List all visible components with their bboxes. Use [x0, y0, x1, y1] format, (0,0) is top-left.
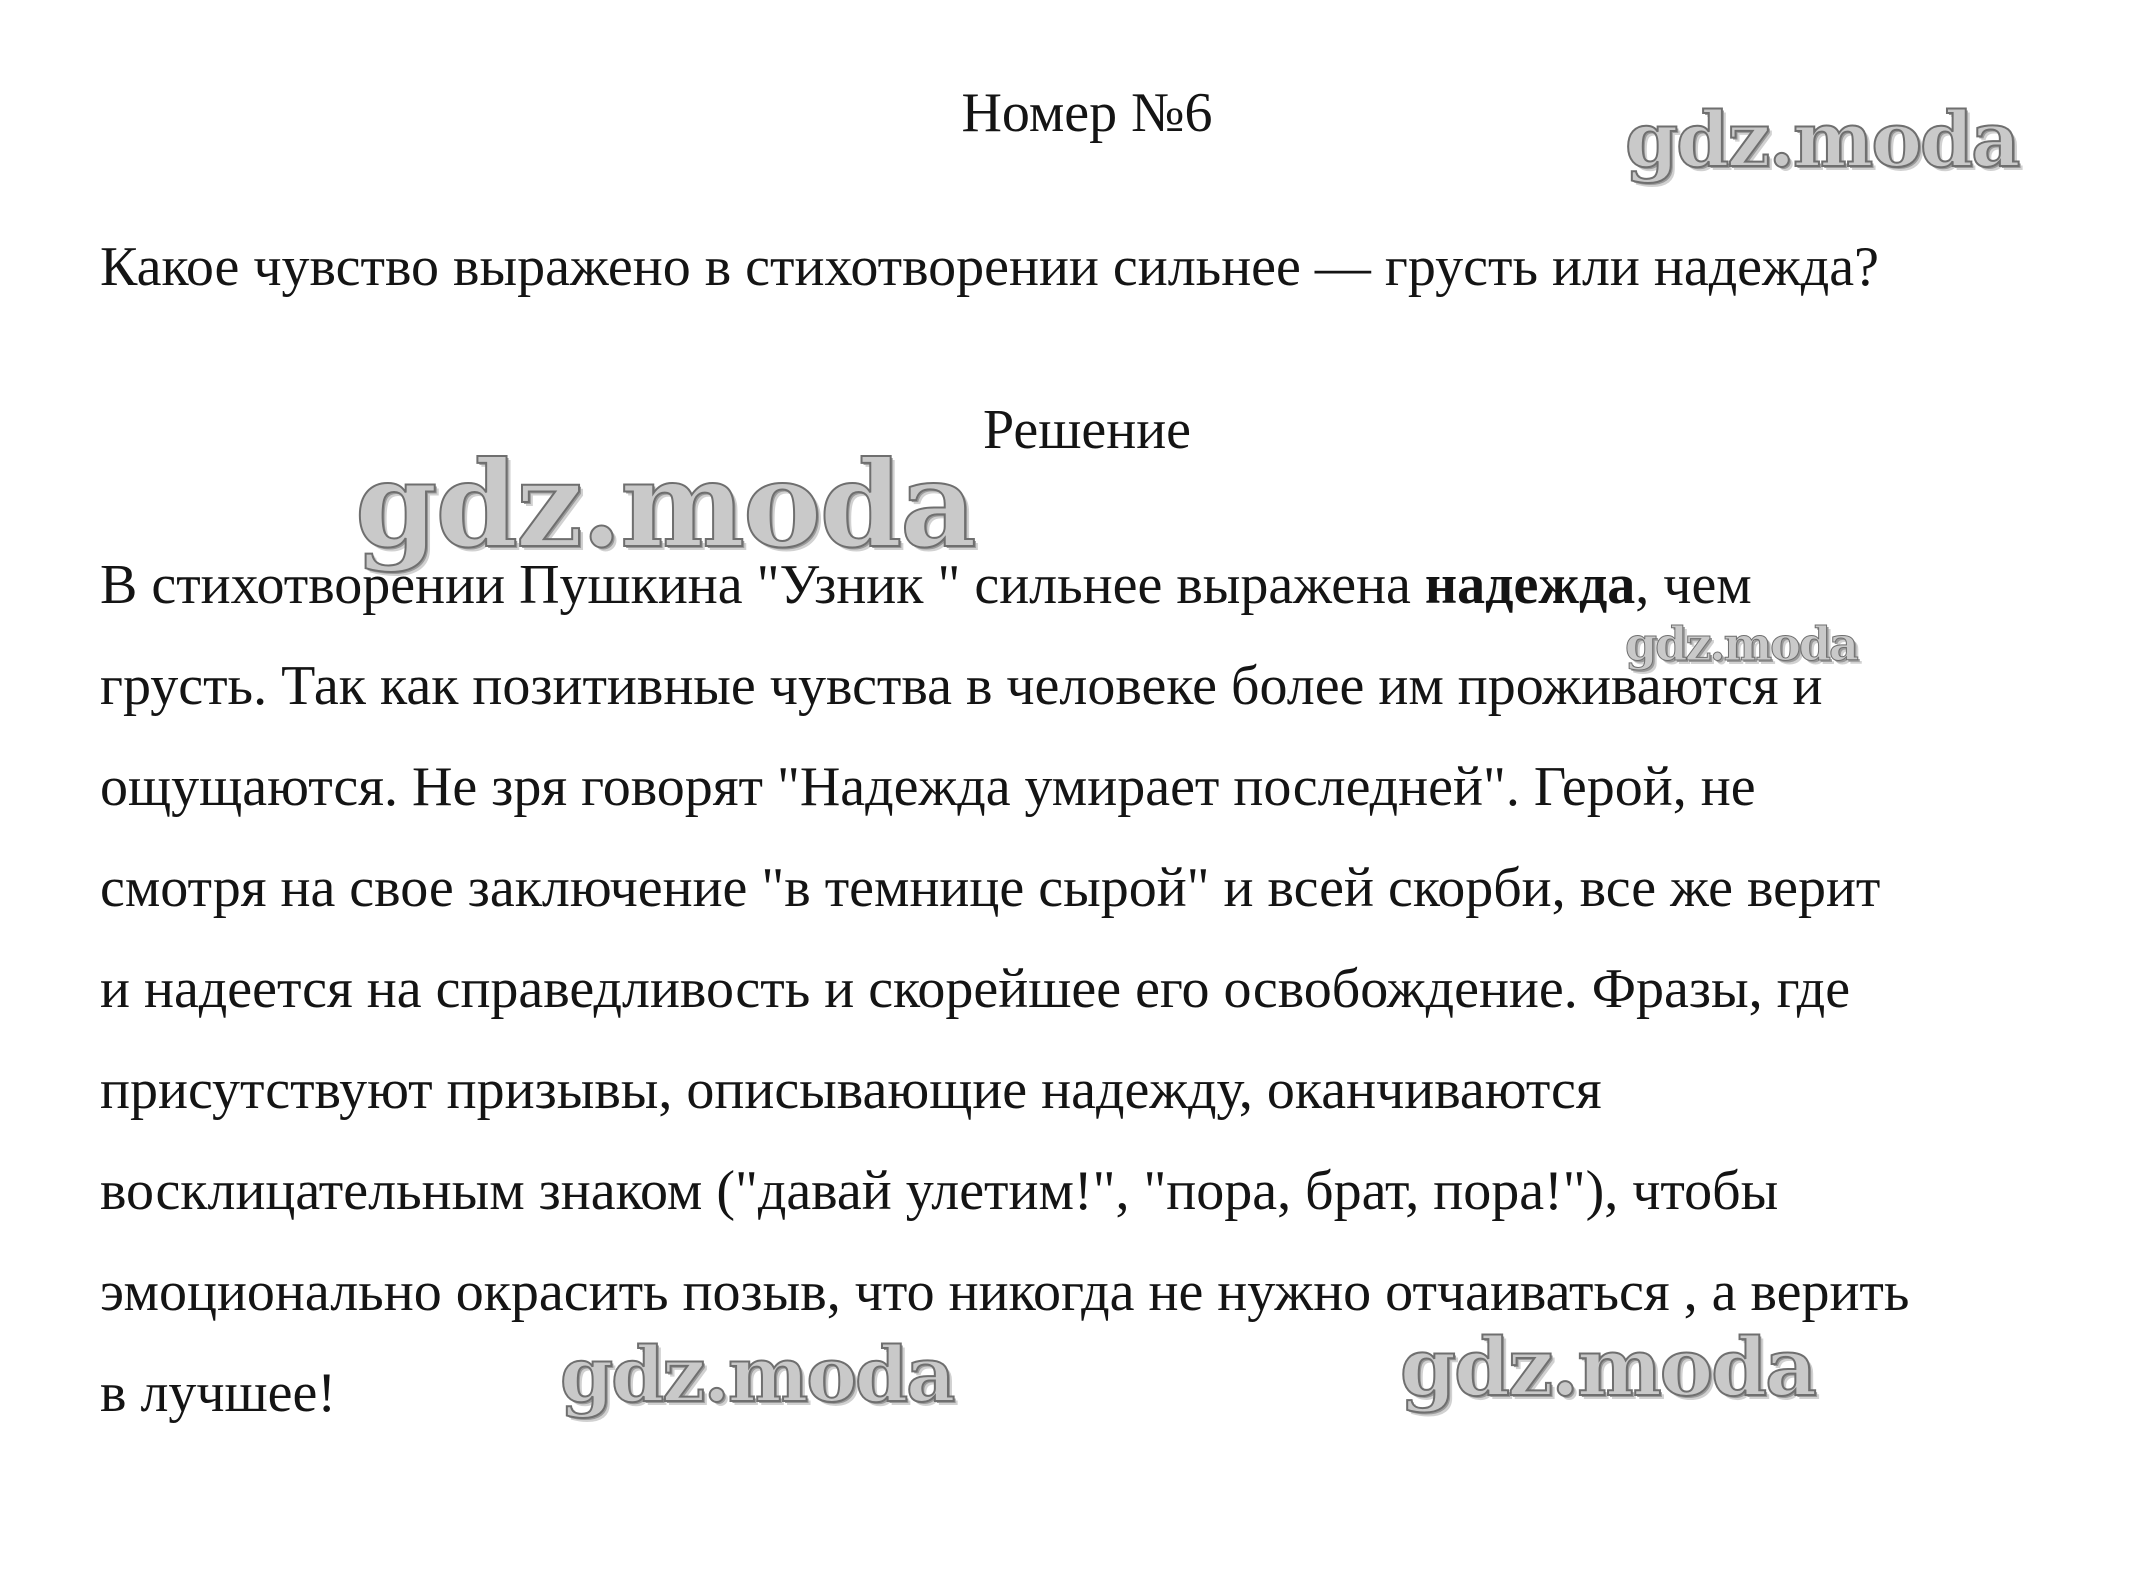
- answer-text: [100, 550, 2090, 1459]
- answer-emphasis: надежда: [1424, 554, 1636, 616]
- page-title: Номер №6: [961, 82, 1213, 144]
- watermark: gdz.moda: [355, 435, 975, 574]
- watermark: gdz.moda: [1400, 1320, 1815, 1414]
- watermark: gdz.moda: [1625, 617, 1857, 671]
- answer-line: эмоционально окрасить позыв, что никогда не нужно отчаиваться , а верить: [100, 1261, 1910, 1323]
- watermark: gdz.moda: [1625, 95, 2019, 184]
- answer-line: грусть. Так как позитивные чувства в человеке более им проживаются и: [100, 655, 1823, 717]
- answer-line: восклицательным знаком ("давай улетим!", "пора, брат, пора!"), чтобы: [100, 1160, 1779, 1222]
- question-text: Какое чувство выражено в стихотворении сильнее — грусть или надежда?: [100, 236, 1879, 298]
- answer-line-1-start: В стихотворении Пушкина "Узник " сильнее выражена: [100, 554, 1425, 616]
- answer-line: присутствуют призывы, описывающие надежду, оканчиваются: [100, 1059, 1602, 1121]
- answer-line: [100, 550, 2090, 651]
- watermark: gdz.moda: [560, 1330, 954, 1419]
- answer-line: в лучшее!: [100, 1362, 337, 1424]
- answer-line: ощущаются. Не зря говорят "Надежда умирает последней". Герой, не: [100, 756, 1756, 818]
- answer-line: смотря на свое заключение "в темнице сырой" и всей скорби, все же верит: [100, 857, 1881, 919]
- answer-line-1-end: , чем: [1635, 554, 1752, 616]
- answer-line: и надеется на справедливость и скорейшее его освобождение. Фразы, где: [100, 958, 1851, 1020]
- solution-heading: Решение: [982, 399, 1192, 461]
